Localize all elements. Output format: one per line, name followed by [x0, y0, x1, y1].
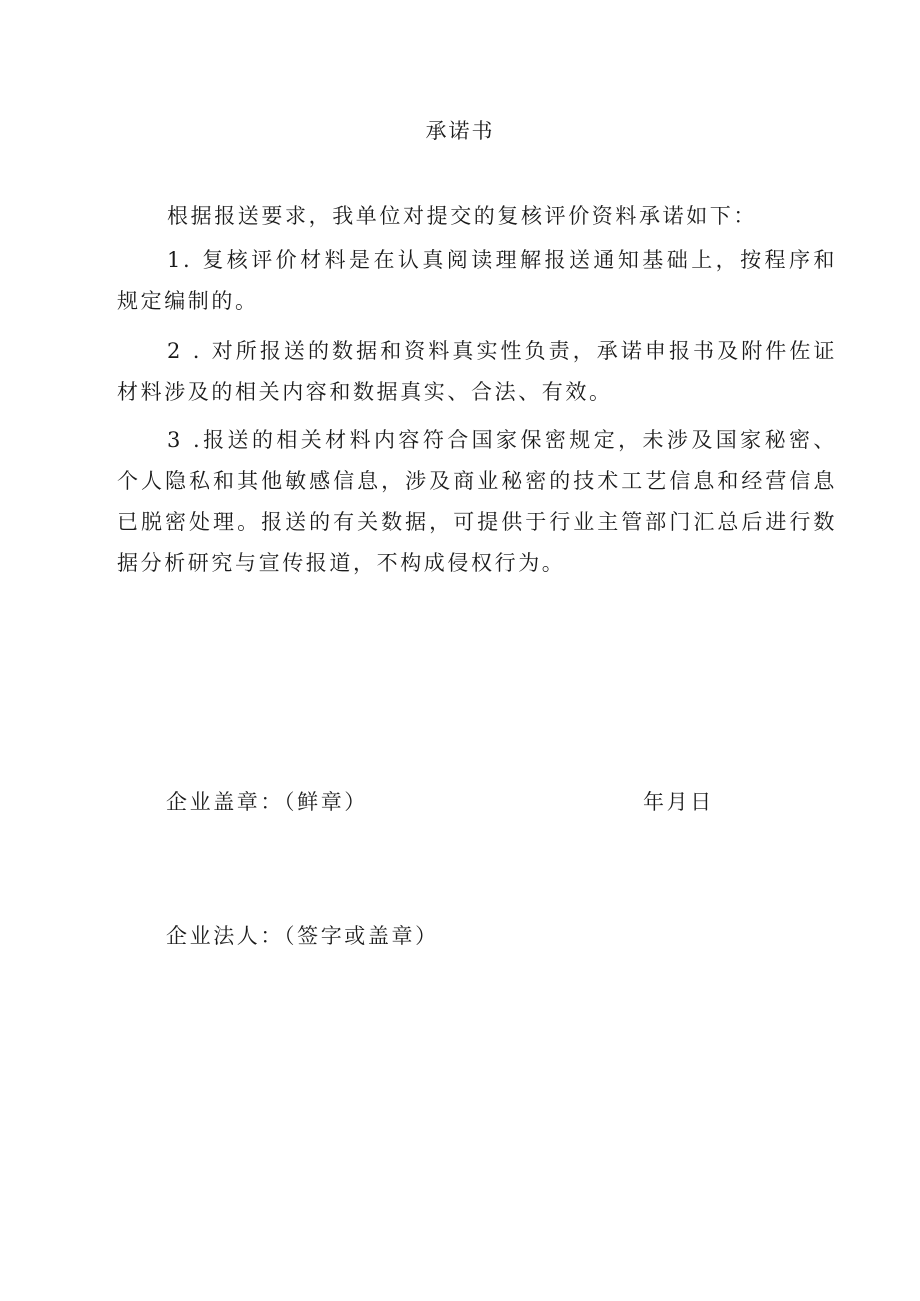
date-label: 年月日: [643, 790, 714, 814]
legal-person-label: 企业法人：（签字或盖章）: [166, 924, 439, 948]
company-seal-label: 企业盖章：（鲜章）: [166, 790, 368, 814]
document-title: 承诺书: [425, 119, 495, 143]
commitment-item-2: 2 . 对所报送的数据和资料真实性负责，承诺申报书及附件佐证材料涉及的相关内容和数据真实、合法、有效。: [117, 339, 837, 404]
commitment-item-3: 3 .报送的相关材料内容符合国家保密规定，未涉及国家秘密、个人隐私和其他敏感信息，涉及商业秘密的技术工艺信息和经营信息已脱密处理。报送的有关数据，可提供于行业主管部门汇总后进行数据分析研究与宣传报道，不构成侵权行为。: [117, 428, 837, 575]
intro-paragraph: 根据报送要求，我单位对提交的复核评价资料承诺如下：: [167, 204, 757, 228]
commitment-item-1: 1. 复核评价材料是在认真阅读理解报送通知基础上，按程序和规定编制的。: [117, 248, 837, 313]
